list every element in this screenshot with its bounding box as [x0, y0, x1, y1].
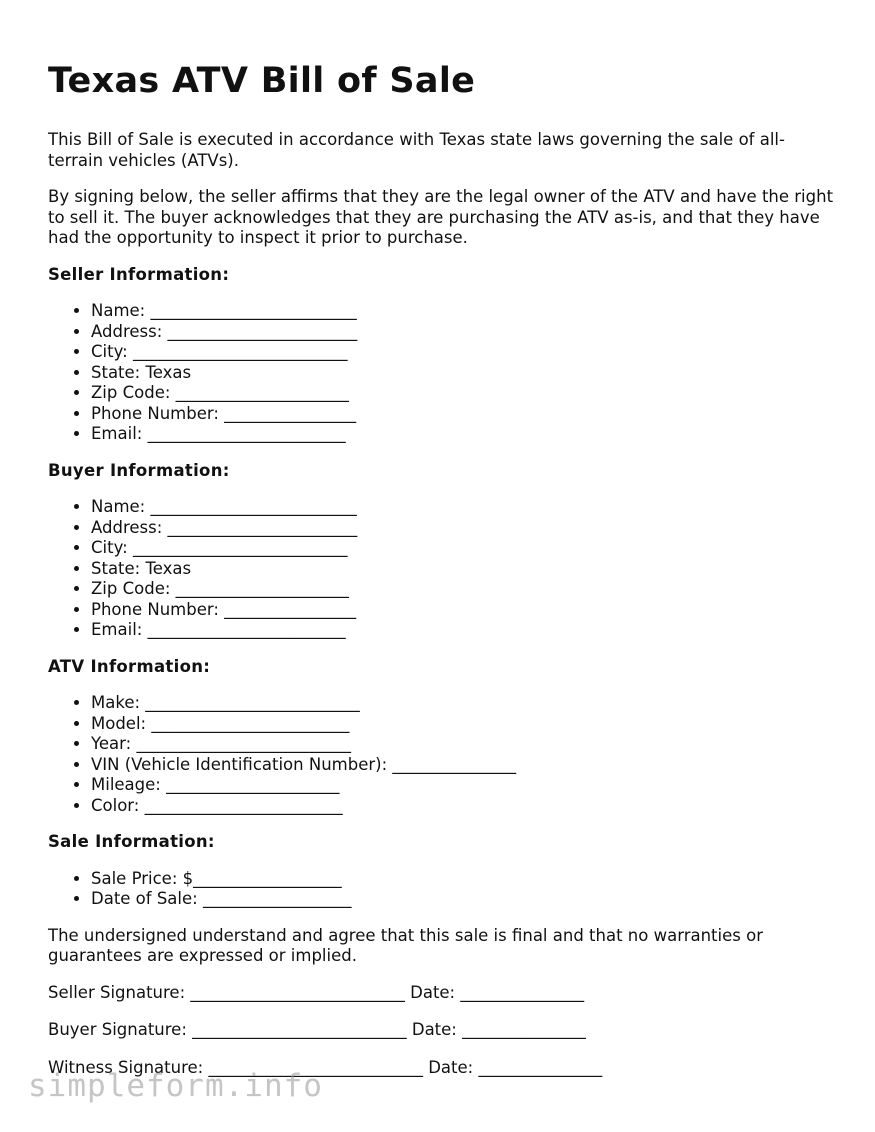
atv-model-field: • Model: ________________________ — [91, 714, 838, 735]
sale-heading: Sale Information: — [48, 832, 215, 851]
seller-state-field: • State: Texas — [91, 363, 838, 384]
atv-make-field: • Make: __________________________ — [91, 693, 838, 714]
buyer-heading: Buyer Information: — [48, 460, 230, 480]
atv-mileage-field: • Mileage: _____________________ — [91, 775, 838, 796]
seller-signature-line: Seller Signature: __________________________ Date: _______________ — [48, 982, 585, 1002]
witness-signature-line: Witness Signature: __________________________ Date: _______________ — [48, 1057, 603, 1077]
watermark: simpleform.info — [28, 1068, 323, 1104]
seller-address-field: • Address: _______________________ — [91, 322, 838, 343]
atv-vin-field: • VIN (Vehicle Identification Number): _______________ — [91, 755, 838, 776]
seller-zip-field: • Zip Code: _____________________ — [91, 383, 838, 404]
sale-price-field: • Sale Price: $__________________ — [91, 869, 838, 890]
buyer-signature-line: Buyer Signature: __________________________ Date: _______________ — [48, 1020, 586, 1039]
buyer-zip-field: • Zip Code: _____________________ — [91, 579, 838, 600]
buyer-city-field: • City: __________________________ — [91, 538, 838, 559]
document-title: Texas ATV Bill of Sale — [48, 61, 476, 101]
seller-city-field: • City: __________________________ — [91, 342, 838, 363]
buyer-phone-field: • Phone Number: ________________ — [91, 600, 838, 621]
closing-paragraph: The undersigned understand and agree that this sale is final and that no warranties or guarantees are expressed or implied. — [48, 925, 763, 965]
affirmation-paragraph: By signing below, the seller affirms that they are the legal owner of the ATV and have the right to sell it. The buyer acknowledges that they are purchasing the ATV as-is, and that they have had the opportunity to inspect it prior to purchase. — [48, 187, 834, 247]
buyer-address-field: • Address: _______________________ — [91, 518, 838, 539]
buyer-state-field: • State: Texas — [91, 559, 838, 580]
document-page — [48, 58, 838, 1095]
atv-year-field: • Year: __________________________ — [91, 734, 838, 755]
buyer-name-field: • Name: _________________________ — [91, 497, 838, 518]
seller-phone-field: • Phone Number: ________________ — [91, 404, 838, 425]
intro-paragraph: This Bill of Sale is executed in accordance with Texas state laws governing the sale of all-terrain vehicles (ATVs). — [48, 130, 785, 170]
seller-name-field: • Name: _________________________ — [91, 301, 838, 322]
seller-heading: Seller Information: — [48, 264, 230, 284]
buyer-list — [48, 497, 838, 641]
seller-email-field: • Email: ________________________ — [91, 424, 838, 445]
atv-color-field: • Color: ________________________ — [91, 796, 838, 817]
sale-list — [48, 869, 838, 910]
atv-list — [48, 693, 838, 816]
buyer-email-field: • Email: ________________________ — [91, 620, 838, 641]
seller-list — [48, 301, 838, 445]
atv-heading: ATV Information: — [48, 656, 211, 676]
sale-date-field: • Date of Sale: __________________ — [91, 889, 838, 910]
